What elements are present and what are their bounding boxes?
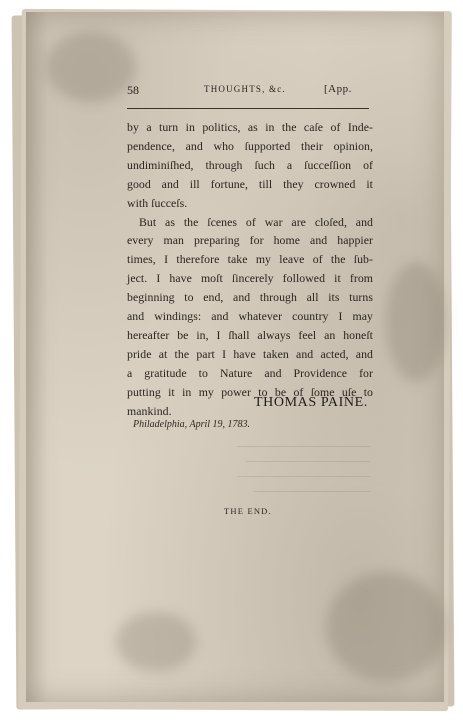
text-line: ject. I have moſt ſincerely followed it from <box>127 271 373 286</box>
foxing-stain <box>326 572 446 682</box>
text-line: hereafter be in, I ſhall always feel an honeſt <box>127 327 373 342</box>
text-line: mankind. <box>127 403 172 418</box>
the-end-label: THE END. <box>224 506 272 516</box>
text-line: times, I therefore take my leave of the ſub- <box>127 252 373 267</box>
show-through-text: ───────────────── ──────────────── ───────────────── ─────────────── <box>237 441 370 498</box>
text-line: undiminiſhed, through ſuch a ſucceſſion of <box>127 157 373 172</box>
foxing-stain <box>386 262 446 382</box>
text-line: beginning to end, and through all its turns <box>127 290 373 305</box>
author-signature: THOMAS PAINE. <box>254 395 368 410</box>
section-marker: [App. <box>324 83 352 95</box>
text-line: with ſucceſs. <box>127 195 188 210</box>
foxing-stain <box>116 612 196 672</box>
text-line: and windings: and whatever country I may <box>127 309 373 324</box>
text-line: every man preparing for home and happier <box>127 233 373 248</box>
text-line: pendence, and who ſupported their opinion, <box>127 138 373 153</box>
text-line: a gratitude to Nature and Providence for <box>127 365 373 380</box>
dateline: Philadelphia, April 19, 1783. <box>133 419 251 430</box>
text-line: good and ill fortune, till they crowned it <box>127 176 373 191</box>
body-text <box>127 118 373 421</box>
page-number: 58 <box>127 83 139 97</box>
header-rule <box>127 108 369 109</box>
text-line: putting it in my power to be of ſome uſe to <box>127 384 373 399</box>
running-header <box>100 79 370 99</box>
text-line: pride at the part I have taken and acted, and <box>127 346 373 361</box>
text-line: by a turn in politics, as in the caſe of Inde- <box>127 120 373 134</box>
running-title: THOUGHTS, &c. <box>204 84 286 94</box>
text-line: But as the ſcenes of war are cloſed, and <box>139 214 373 229</box>
